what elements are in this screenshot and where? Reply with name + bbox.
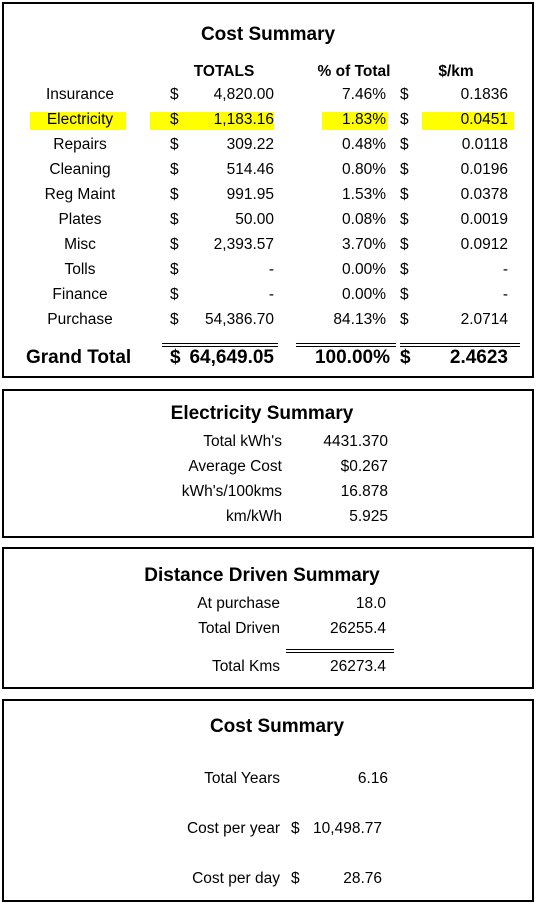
- cost-per-day-value: 28.76: [343, 870, 382, 887]
- cost-row-perkm: 0.0118: [461, 136, 508, 153]
- distance-total-kms-label: Total Kms: [211, 658, 280, 675]
- distance-summary-panel: [2, 547, 534, 689]
- cost-per-day-dollar: $: [291, 870, 300, 887]
- cost-row-label: Finance: [52, 286, 108, 303]
- cost-row-label: Insurance: [45, 86, 115, 103]
- distance-total-driven-value: 26255.4: [329, 620, 386, 637]
- electricity-row-label: kWh's/100kms: [181, 483, 282, 500]
- cost-row-dollar: $: [170, 286, 179, 303]
- electricity-row-value: $0.267: [340, 458, 388, 475]
- cost-row-dollar2: $: [400, 161, 409, 178]
- cost-row-perkm: 0.0912: [460, 236, 508, 253]
- cost-row-total: 514.46: [226, 161, 274, 178]
- cost-row-dollar: $: [170, 186, 179, 203]
- distance-at-purchase-value: 18.0: [355, 595, 386, 612]
- grand-total-value: 64,649.05: [189, 347, 274, 368]
- cost-row-dollar: $: [170, 111, 179, 128]
- cost-row-dollar2: $: [400, 136, 409, 153]
- cost-per-year-label: Cost per year: [186, 820, 280, 837]
- cost-row-label: Plates: [58, 211, 102, 228]
- electricity-summary-title: Electricity Summary: [170, 403, 354, 424]
- cost-row-pct: 0.00%: [342, 286, 386, 303]
- cost-row-pct: 1.53%: [342, 186, 386, 203]
- cost-row-total: -: [268, 286, 274, 303]
- cost-row-dollar2: $: [400, 261, 409, 278]
- cost-row-label: Cleaning: [49, 161, 111, 178]
- cost-row-perkm: 2.0714: [460, 311, 508, 328]
- cost-row-pct: 0.08%: [342, 211, 386, 228]
- cost-row-dollar: $: [170, 161, 179, 178]
- cost-row-dollar2: $: [400, 236, 409, 253]
- cost-row-total: 309.22: [226, 136, 274, 153]
- grand-total-dollar: $: [170, 347, 181, 368]
- header-pct-of-total: % of Total: [317, 63, 391, 80]
- cost-row-total: 50.00: [235, 211, 274, 228]
- cost-row-perkm: 0.0019: [460, 211, 508, 228]
- time-cost-summary-title: Cost Summary: [209, 716, 345, 737]
- cost-row-pct: 0.00%: [342, 261, 386, 278]
- cost-row-label: Misc: [64, 236, 96, 253]
- cost-row-total: 4,820.00: [213, 86, 274, 103]
- cost-row-perkm: 0.0378: [460, 186, 508, 203]
- cost-row-label: Repairs: [53, 136, 107, 153]
- cost-row-pct: 1.83%: [342, 111, 386, 128]
- distance-total-driven-label: Total Driven: [198, 620, 280, 637]
- distance-summary-title: Distance Driven Summary: [144, 565, 380, 586]
- distance-total-line-2: [286, 652, 394, 653]
- cost-row-label: Electricity: [46, 111, 114, 128]
- grand-total-perkm: 2.4623: [449, 347, 508, 368]
- cost-row-dollar: $: [170, 211, 179, 228]
- cost-row-perkm: 0.1836: [460, 86, 508, 103]
- cost-row-label: Tolls: [64, 261, 96, 278]
- cost-row-pct: 3.70%: [342, 236, 386, 253]
- cost-row-dollar: $: [170, 261, 179, 278]
- cost-row-label: Purchase: [47, 311, 113, 328]
- grand-total-dollar2: $: [400, 347, 411, 368]
- cost-per-year-value: 10,498.77: [313, 820, 382, 837]
- cost-summary-panel: [2, 2, 534, 378]
- cost-row-total: 991.95: [226, 186, 274, 203]
- header-totals: TOTALS: [193, 63, 255, 80]
- cost-row-total: 1,183.16: [213, 111, 274, 128]
- distance-total-line-1: [286, 649, 394, 650]
- cost-row-dollar2: $: [400, 111, 409, 128]
- cost-summary-title: Cost Summary: [200, 24, 336, 45]
- cost-per-day-label: Cost per day: [192, 870, 280, 887]
- cost-row-dollar2: $: [400, 286, 409, 303]
- grand-total-line-pct-1: [296, 343, 396, 344]
- cost-row-dollar: $: [170, 86, 179, 103]
- distance-at-purchase-label: At purchase: [197, 595, 280, 612]
- electricity-summary-panel: [2, 389, 534, 538]
- cost-row-perkm: 0.0451: [460, 111, 508, 128]
- cost-row-dollar: $: [170, 236, 179, 253]
- electricity-row-label: km/kWh: [226, 508, 282, 525]
- total-years-label: Total Years: [204, 770, 280, 787]
- electricity-row-value: 5.925: [349, 508, 388, 525]
- distance-total-kms-value: 26273.4: [329, 658, 386, 675]
- electricity-row-value: 4431.370: [323, 433, 388, 450]
- grand-total-pct: 100.00%: [314, 347, 390, 368]
- grand-total-label: Grand Total: [26, 347, 132, 368]
- cost-row-total: 54,386.70: [205, 311, 274, 328]
- grand-total-line-perkm-1: [400, 343, 520, 344]
- cost-row-perkm: -: [502, 261, 508, 278]
- cost-row-dollar2: $: [400, 186, 409, 203]
- total-years-value: 6.16: [357, 770, 388, 787]
- cost-row-dollar2: $: [400, 311, 409, 328]
- grand-total-line-totals-1: [162, 343, 278, 344]
- cost-row-pct: 0.80%: [342, 161, 386, 178]
- header-per-km: $/km: [438, 63, 474, 80]
- cost-row-label: Reg Maint: [44, 186, 116, 203]
- cost-row-perkm: 0.0196: [460, 161, 508, 178]
- electricity-row-label: Total kWh's: [203, 433, 282, 450]
- cost-row-dollar: $: [170, 311, 179, 328]
- cost-row-dollar2: $: [400, 86, 409, 103]
- time-cost-summary-panel: [2, 699, 534, 902]
- cost-row-pct: 84.13%: [333, 311, 386, 328]
- cost-row-total: 2,393.57: [213, 236, 274, 253]
- cost-row-total: -: [268, 261, 274, 278]
- cost-row-dollar2: $: [400, 211, 409, 228]
- cost-row-perkm: -: [502, 286, 508, 303]
- cost-row-dollar: $: [170, 136, 179, 153]
- electricity-row-label: Average Cost: [188, 458, 282, 475]
- electricity-row-value: 16.878: [340, 483, 388, 500]
- cost-per-year-dollar: $: [291, 820, 300, 837]
- cost-row-pct: 7.46%: [342, 86, 386, 103]
- cost-row-pct: 0.48%: [342, 136, 386, 153]
